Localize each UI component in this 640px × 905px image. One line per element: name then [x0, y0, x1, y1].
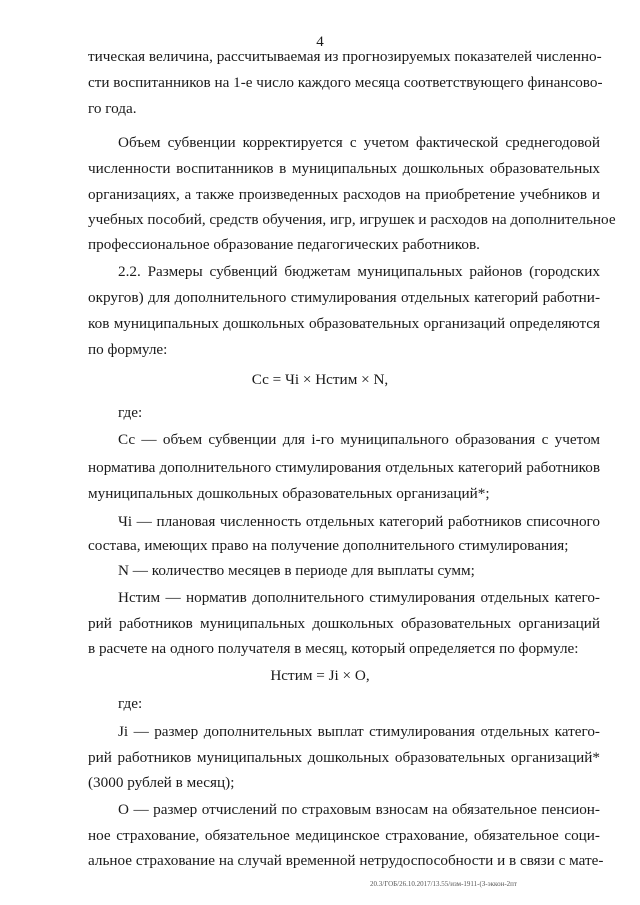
- text-line: по формуле:: [88, 341, 168, 358]
- formula-nstim: Нстим = Ji × О,: [270, 667, 370, 684]
- page-number: 4: [316, 34, 324, 50]
- text-line: норматива дополнительного стимулирования отдельных категорий работников: [88, 459, 600, 476]
- text-line: ков муниципальных дошкольных образовательных организаций определяются: [88, 315, 600, 332]
- text-line: состава, имеющих право на получение дополнительного стимулирования;: [88, 537, 569, 554]
- section-heading-line: 2.2. Размеры субвенций бюджетам муниципальных районов (городских: [118, 263, 600, 280]
- definition-chi: Чi — плановая численность отдельных категорий работников списочного: [118, 513, 600, 530]
- text-line: го года.: [88, 100, 137, 117]
- text-line: муниципальных дошкольных образовательных организаций*;: [88, 485, 490, 502]
- text-line: рий работников муниципальных дошкольных образовательных организаций: [88, 615, 600, 632]
- where-label: где:: [118, 695, 143, 712]
- definition-nstim: Нстим — норматив дополнительного стимулирования отдельных катего-: [118, 589, 600, 606]
- text-line: тическая величина, рассчитываемая из прогнозируемых показателей численно-: [88, 48, 602, 65]
- text-line: учебных пособий, средств обучения, игр, игрушек и расходов на дополнительное: [88, 211, 616, 228]
- formula-subvention: Сс = Чi × Нстим × N,: [251, 371, 389, 388]
- text-line: (3000 рублей в месяц);: [88, 774, 235, 791]
- paragraph-start: Объем субвенции корректируется с учетом фактической среднегодовой: [118, 134, 600, 151]
- definition-o: О — размер отчислений по страховым взносам на обязательное пенсион-: [118, 801, 600, 818]
- definition-cc: Сс — объем субвенции для i-го муниципального образования с учетом: [118, 431, 600, 448]
- text-line: сти воспитанников на 1-е число каждого месяца соответствующего финансово-: [88, 74, 603, 91]
- text-line: альное страхование на случай временной нетрудоспособности и в связи с мате-: [88, 852, 604, 869]
- text-line: организациях, а также произведенных расходов на приобретение учебников и: [88, 186, 600, 203]
- text-line: ное страхование, обязательное медицинское страхование, обязательное соци-: [88, 827, 600, 844]
- where-label: где:: [118, 404, 143, 421]
- footer-stamp: 20.3/ГОБ/26.10.2017/13.55/изм-1911-(З-эккон-2пт: [370, 880, 517, 888]
- definition-ji: Ji — размер дополнительных выплат стимулирования отдельных катего-: [118, 723, 600, 740]
- text-line: профессиональное образование педагогических работников.: [88, 236, 480, 253]
- text-line: рий работников муниципальных дошкольных образовательных организаций*: [88, 749, 600, 766]
- text-line: численности воспитанников в муниципальных дошкольных образовательных: [88, 160, 600, 177]
- text-line: округов) для дополнительного стимулирования отдельных категорий работни-: [88, 289, 600, 306]
- text-line: в расчете на одного получателя в месяц, который определяется по формуле:: [88, 640, 579, 657]
- definition-n: N — количество месяцев в периоде для выплаты сумм;: [118, 562, 475, 579]
